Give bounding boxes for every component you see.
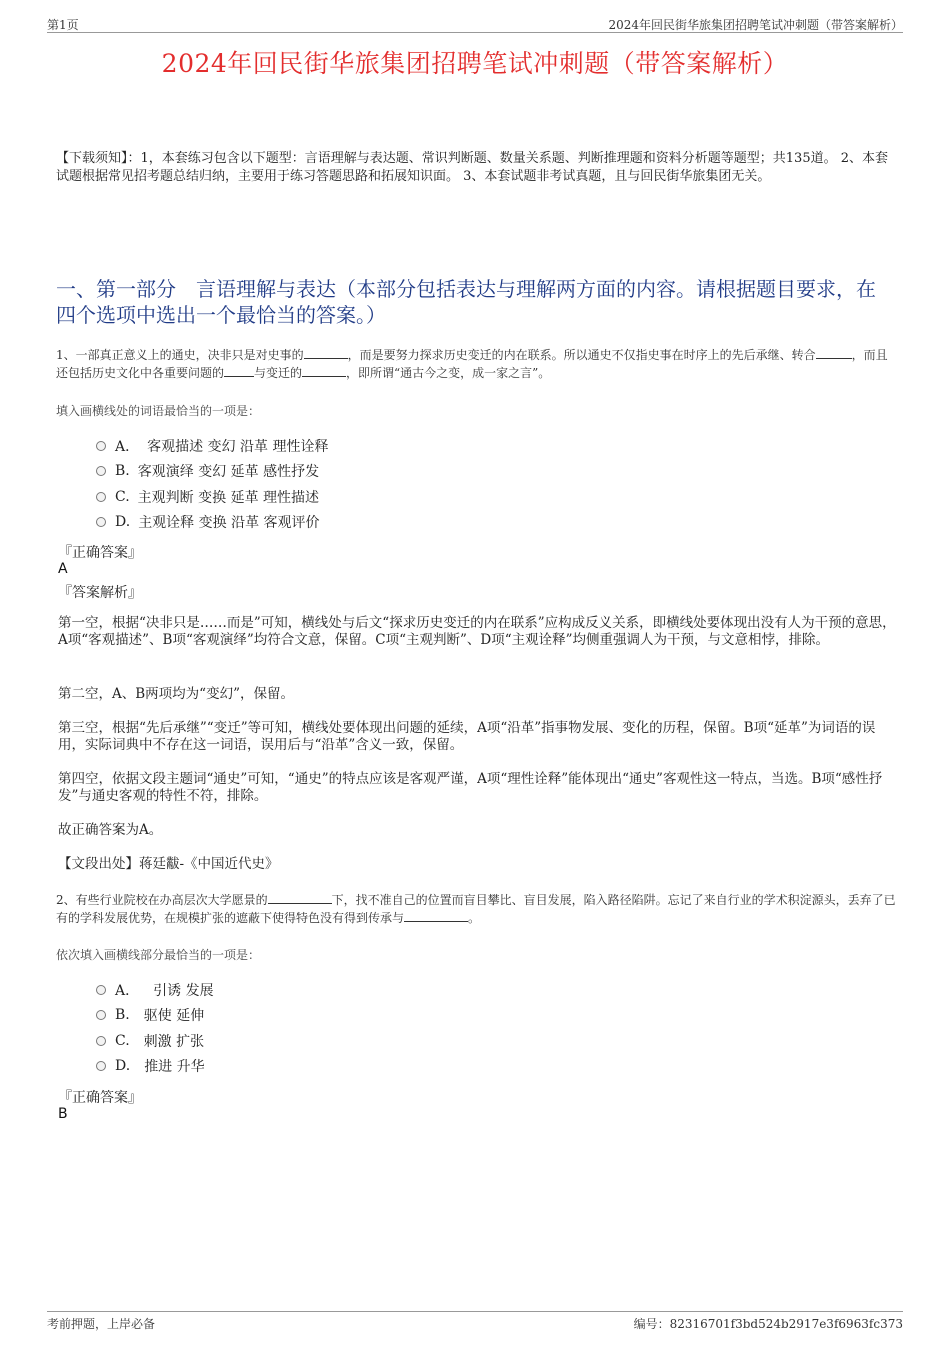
option-d[interactable]: D. 推进 升华 bbox=[96, 1054, 214, 1080]
option-a[interactable]: A． 引诱 发展 bbox=[96, 977, 214, 1003]
question-2-options bbox=[96, 977, 214, 1079]
radio-icon[interactable] bbox=[96, 517, 106, 527]
blank bbox=[404, 910, 468, 922]
blank bbox=[304, 347, 348, 359]
analysis-paragraph: 第三空，根据“先后承继”“变迁”等可知，横线处要体现出问题的延续，A项“沿革”指事物发展、变化的历程，保留。B项“延革”为词语的误用，实际词典中不存在这一词语，误用后与“沿革”含义一致，保留。 bbox=[58, 720, 876, 753]
analysis-label: 『答案解析』 bbox=[58, 585, 142, 601]
option-b[interactable]: B. 驱使 延伸 bbox=[96, 1003, 214, 1029]
document-id: 编号：82316701f3bd524b2917e3f6963fc373 bbox=[633, 1317, 903, 1331]
radio-icon[interactable] bbox=[96, 441, 106, 451]
option-c[interactable]: C. 刺激 扩张 bbox=[96, 1028, 214, 1054]
page-title: 2024年回民街华旅集团招聘笔试冲刺题（带答案解析） bbox=[161, 49, 789, 78]
question-1-text: 1、一部真正意义上的通史，决非只是对史事的 ，而是要努力探求历史变迁的内在联系。所以通史不仅指史事在时序上的先后承继、转合 ，而且还包括历史文化中各重要问题的 与变迁的 ，即所谓“通古今之变，成一家之言”。 bbox=[56, 348, 888, 380]
analysis-paragraph: 第二空，A、B两项均为“变幻”，保留。 bbox=[58, 686, 294, 702]
question-1-instruction: 填入画横线处的词语最恰当的一项是： bbox=[56, 404, 261, 418]
download-notice: 【下载须知】：1，本套练习包含以下题型：言语理解与表达题、常识判断题、数量关系题、判断推理题和资料分析题等题型；共135道。 2、本套试题根据常见招考题总结归纳，主要用于练习答题思路和拓展知识面。 3、本套试题非考试真题，且与回民街华旅集团无关。 bbox=[56, 151, 888, 184]
radio-icon[interactable] bbox=[96, 1010, 106, 1020]
analysis-paragraph: 第一空，根据“决非只是……而是”可知，横线处与后文“探求历史变迁的内在联系”应构成反义关系，即横线处要体现出没有人为干预的意思，A项“客观描述”、B项“客观演绎”均符合文意，保留。C项“主观判断”、D项“主观诠释”均侧重强调人为干预，与文意相悖，排除。 bbox=[58, 615, 896, 648]
question-1-options bbox=[96, 433, 328, 535]
page-number: 第1页 bbox=[47, 18, 79, 32]
radio-icon[interactable] bbox=[96, 985, 106, 995]
section-title: 一、第一部分 言语理解与表达（本部分包括表达与理解两方面的内容。请根据题目要求，在四个选项中选出一个最恰当的答案。） bbox=[56, 277, 876, 327]
answer-label: 『正确答案』 bbox=[58, 1090, 142, 1106]
option-d[interactable]: D. 主观诠释 变换 沿革 客观评价 bbox=[96, 510, 328, 536]
source-citation: 【文段出处】蒋廷黻-《中国近代史》 bbox=[58, 856, 279, 872]
page-header bbox=[47, 14, 903, 33]
answer-label: 『正确答案』 bbox=[58, 545, 142, 561]
question-2-text: 2、有些行业院校在办高层次大学愿景的 下，找不准自己的位置而盲目攀比、盲目发展，陷入路径陷阱。忘记了来自行业的学术积淀源头，丢弃了已有的学科发展优势，在规模扩张的遮蔽下使得特色没有得到传承与 。 bbox=[56, 893, 896, 925]
option-b[interactable]: B. 客观演绎 变幻 延革 感性抒发 bbox=[96, 459, 328, 485]
radio-icon[interactable] bbox=[96, 466, 106, 476]
analysis-paragraph: 第四空，依据文段主题词“通史”可知，“通史”的特点应该是客观严谨，A项“理性诠释”能体现出“通史”客观性这一特点，当选。B项“感性抒发”与通史客观的特性不符，排除。 bbox=[58, 771, 883, 804]
radio-icon[interactable] bbox=[96, 1061, 106, 1071]
blank bbox=[302, 365, 346, 377]
question-2-instruction: 依次填入画横线部分最恰当的一项是： bbox=[56, 948, 261, 962]
page-footer bbox=[47, 1311, 903, 1332]
blank bbox=[268, 892, 332, 904]
answer-value: A bbox=[58, 561, 68, 577]
header-doc-title: 2024年回民街华旅集团招聘笔试冲刺题（带答案解析） bbox=[608, 18, 903, 32]
option-a[interactable]: A． 客观描述 变幻 沿革 理性诠释 bbox=[96, 433, 328, 459]
radio-icon[interactable] bbox=[96, 492, 106, 502]
answer-value: B bbox=[58, 1106, 68, 1122]
radio-icon[interactable] bbox=[96, 1036, 106, 1046]
option-c[interactable]: C. 主观判断 变换 延革 理性描述 bbox=[96, 484, 328, 510]
blank bbox=[224, 365, 254, 377]
blank bbox=[816, 347, 852, 359]
analysis-conclusion: 故正确答案为A。 bbox=[58, 822, 163, 838]
footer-slogan: 考前押题，上岸必备 bbox=[47, 1317, 156, 1331]
